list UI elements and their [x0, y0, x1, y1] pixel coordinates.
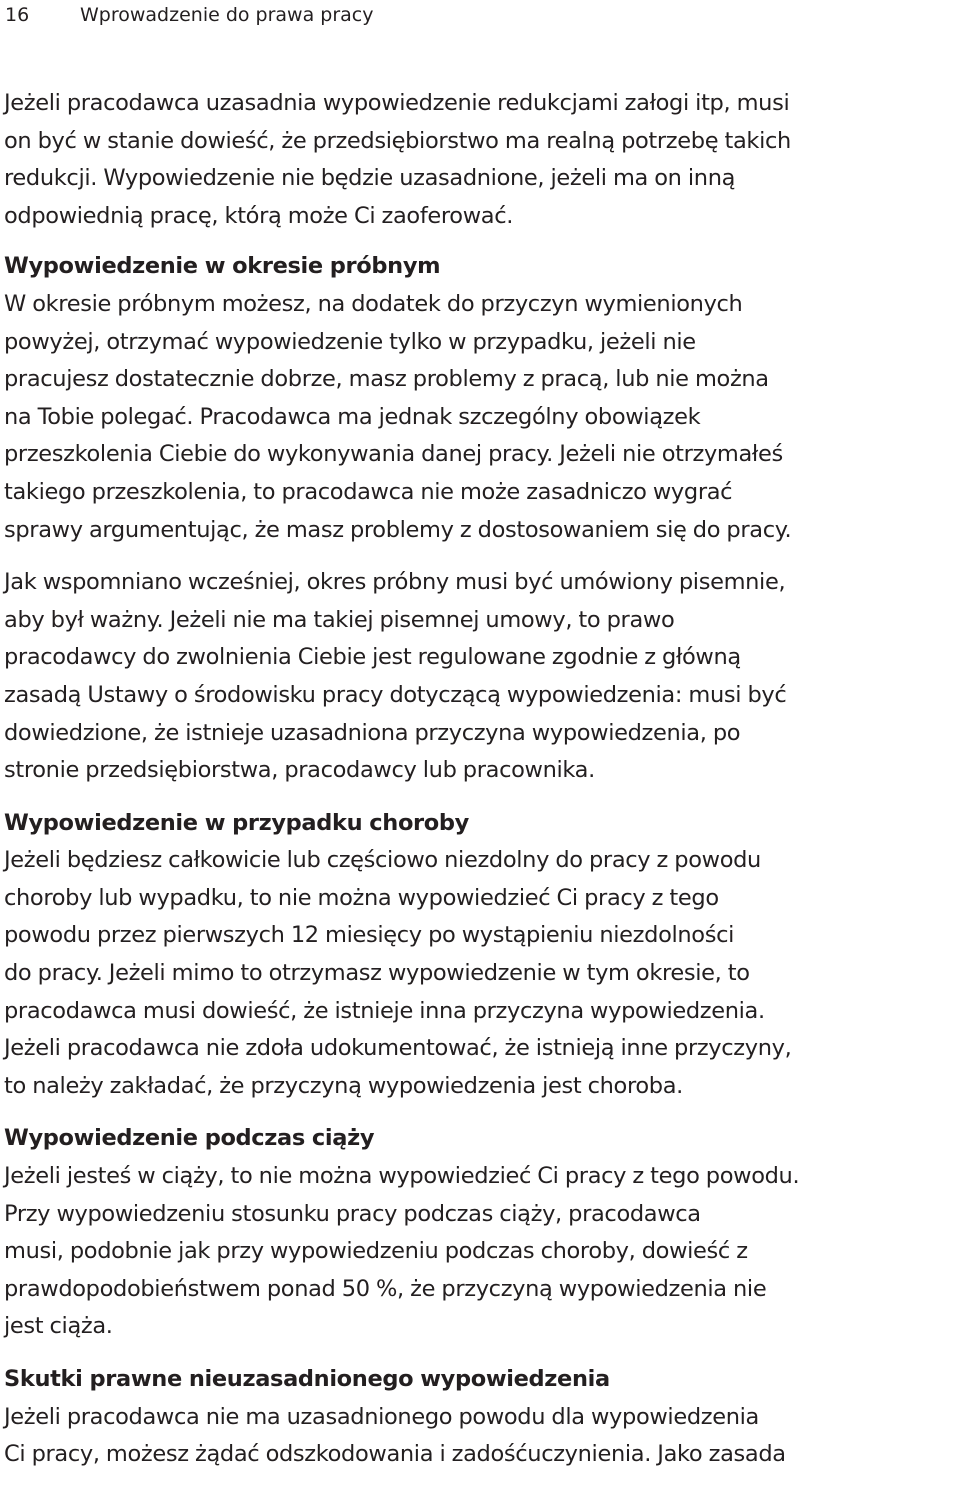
text-line: zasadą Ustawy o środowisku pracy dotyczącą wypowiedzenia: musi być	[4, 681, 787, 708]
body-text	[4, 85, 959, 1474]
section-skutki-prawne	[4, 1361, 959, 1474]
section-heading: Wypowiedzenie w okresie próbnym	[4, 253, 441, 280]
text-line: aby był ważny. Jeżeli nie ma takiej pisemnej umowy, to prawo	[4, 606, 675, 633]
text-line: jest ciąża.	[4, 1313, 113, 1340]
section-heading: Wypowiedzenie w przypadku choroby	[4, 809, 469, 836]
text-line: powodu przez pierwszych 12 miesięcy po wystąpieniu niezdolności	[4, 922, 735, 949]
page-number: 16	[5, 4, 30, 26]
running-header	[0, 0, 960, 30]
text-line: pracodawcy do zwolnienia Ciebie jest regulowane zgodnie z główną	[4, 644, 741, 671]
text-line: takiego przeszkolenia, to pracodawca nie może zasadniczo wygrać	[4, 478, 733, 505]
text-line: stronie przedsiębiorstwa, pracodawcy lub pracownika.	[4, 757, 595, 784]
paragraph-redukcje	[4, 85, 959, 235]
section-choroba	[4, 805, 959, 1106]
text-line: musi, podobnie jak przy wypowiedzeniu podczas choroby, dowieść z	[4, 1238, 748, 1265]
section-heading: Wypowiedzenie podczas ciąży	[4, 1125, 375, 1152]
text-line: sprawy argumentując, że masz problemy z dostosowaniem się do pracy.	[4, 516, 792, 543]
text-line: przeszkolenia Ciebie do wykonywania danej pracy. Jeżeli nie otrzymałeś	[4, 441, 783, 468]
text-line: Jeżeli będziesz całkowicie lub częściowo niezdolny do pracy z powodu	[4, 847, 761, 874]
text-line: to należy zakładać, że przyczyną wypowiedzenia jest choroba.	[4, 1072, 683, 1099]
section-okres-probny	[4, 248, 959, 549]
text-line: dowiedzione, że istnieje uzasadniona przyczyna wypowiedzenia, po	[4, 719, 741, 746]
text-line: W okresie próbnym możesz, na dodatek do przyczyn wymienionych	[4, 290, 743, 317]
text-line: pracodawca musi dowieść, że istnieje inna przyczyna wypowiedzenia.	[4, 997, 765, 1024]
section-ciaza	[4, 1120, 959, 1346]
text-line: Jak wspomniano wcześniej, okres próbny musi być umówiony pisemnie,	[4, 569, 786, 596]
text-line: on być w stanie dowieść, że przedsiębiorstwo ma realną potrzebę takich	[4, 127, 791, 154]
chapter-title: Wprowadzenie do prawa pracy	[80, 4, 374, 26]
text-line: do pracy. Jeżeli mimo to otrzymasz wypowiedzenie w tym okresie, to	[4, 960, 750, 987]
text-line: Jeżeli pracodawca nie zdoła udokumentować, że istnieją inne przyczyny,	[4, 1035, 792, 1062]
text-line: Jeżeli pracodawca nie ma uzasadnionego powodu dla wypowiedzenia	[4, 1403, 759, 1430]
text-line: choroby lub wypadku, to nie można wypowiedzieć Ci pracy z tego	[4, 884, 719, 911]
text-line: Przy wypowiedzeniu stosunku pracy podczas ciąży, pracodawca	[4, 1200, 701, 1227]
text-line: powyżej, otrzymać wypowiedzenie tylko w przypadku, jeżeli nie	[4, 328, 696, 355]
paragraph-pisemnie	[4, 564, 959, 790]
text-line: na Tobie polegać. Pracodawca ma jednak szczególny obowiązek	[4, 403, 701, 430]
section-heading: Skutki prawne nieuzasadnionego wypowiedzenia	[4, 1366, 610, 1392]
text-line: Jeżeli jesteś w ciąży, to nie można wypowiedzieć Ci pracy z tego powodu.	[4, 1163, 800, 1190]
text-line: Jeżeli pracodawca uzasadnia wypowiedzenie redukcjami załogi itp, musi	[4, 90, 790, 116]
text-line: pracujesz dostatecznie dobrze, masz problemy z pracą, lub nie można	[4, 366, 769, 393]
text-line: redukcji. Wypowiedzenie nie będzie uzasadnione, jeżeli ma on inną	[4, 165, 736, 192]
text-line: odpowiednią pracę, którą może Ci zaoferować.	[4, 202, 514, 229]
text-line: Ci pracy, możesz żądać odszkodowania i zadośćuczynienia. Jako zasada	[4, 1441, 786, 1468]
text-line: prawdopodobieństwem ponad 50 %, że przyczyną wypowiedzenia nie	[4, 1275, 767, 1302]
